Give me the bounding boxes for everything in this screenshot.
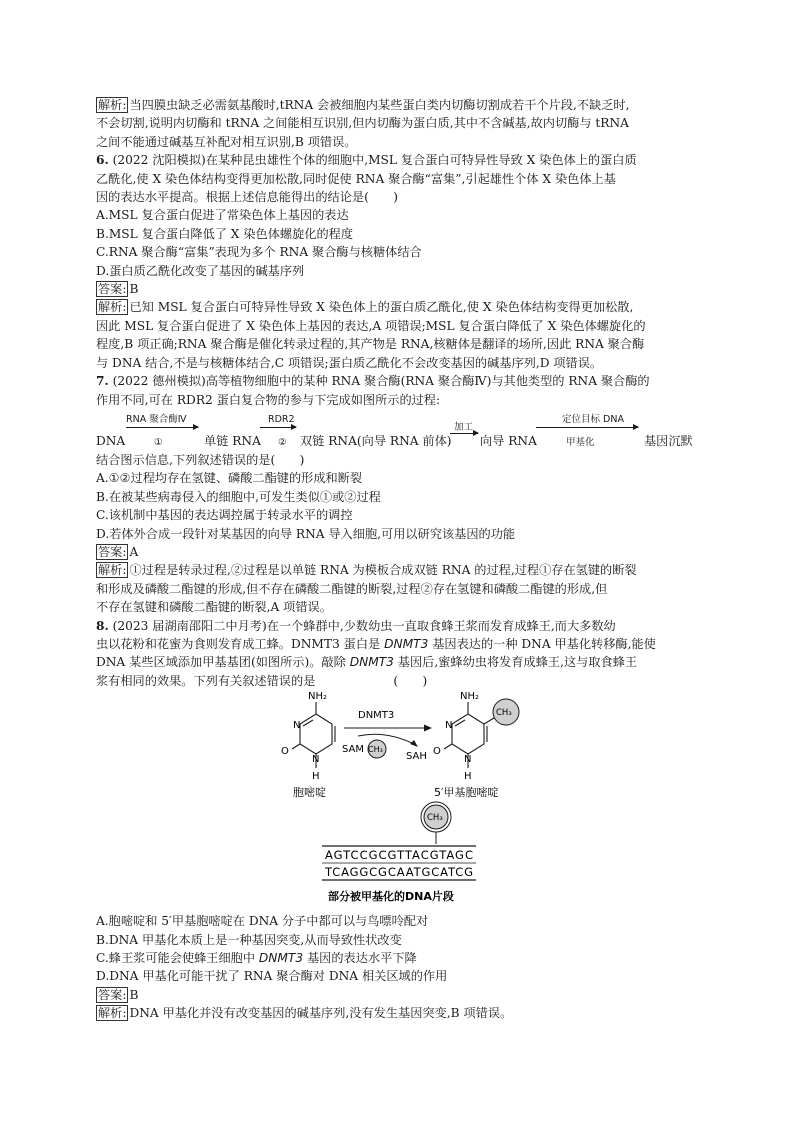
- answer-tag: 答案:: [98, 987, 127, 1002]
- page-content: [96, 96, 706, 1023]
- flow-node-double-rna: 双链 RNA(向导 RNA 前体): [300, 433, 452, 448]
- q6-analysis-line-3: 程度,B 项正确;RNA 聚合酶是催化转录过程的,其产物是 RNA,核糖体是翻译的场所,因此 RNA 聚合酶: [96, 337, 645, 352]
- q6-analysis-line-4: 与 DNA 结合,不是与核糖体结合,C 项错误;蛋白质乙酰化不会改变基因的碱基序列,D 项错误。: [96, 355, 603, 370]
- flow-arrow-label-3: 加工: [454, 421, 474, 433]
- cytosine-name: 胞嘧啶: [293, 786, 326, 800]
- ring-nitrogen-label: N: [293, 720, 301, 732]
- flow-arrow-label-2: RDR2: [268, 413, 295, 425]
- analysis-tag: 解析:: [98, 300, 127, 315]
- cofactor-arrowhead: [410, 740, 418, 747]
- q7-analysis-line-2: 和形成及磷酸二酯键的形成,但不存在磷酸二酯键的断裂,过程②存在氢键和磷酸二酯键的形成,但: [96, 581, 608, 596]
- q6-option-a: A.MSL 复合蛋白促进了常染色体上基因的表达: [96, 208, 349, 223]
- q6-analysis-line-2: 因此 MSL 复合蛋白促进了 X 染色体上基因的表达,A 项错误;MSL 复合蛋白降低了 X 染色体螺旋化的: [96, 318, 646, 333]
- carbonyl-oxygen-label-right: O: [433, 746, 441, 758]
- process-flow-diagram: [96, 411, 706, 451]
- answer-tag: 答案:: [98, 282, 127, 297]
- answer-tag: 答案:: [98, 544, 127, 559]
- analysis-tag: 解析:: [98, 98, 127, 112]
- enzyme-label: DNMT3: [358, 710, 395, 722]
- q5-analysis-line-3: 之间不能通过碱基互补配对相互识别,B 项错误。: [96, 134, 357, 149]
- q6-analysis-line-1: 解析: 已知 MSL 复合蛋白可特异性导致 X 染色体上的蛋白质乙酰化,使 X 染色体结构变得更加松散,: [98, 300, 634, 315]
- question-number: 8.: [96, 618, 109, 633]
- q8-analysis-line-1: 解析: DNA 甲基化并没有改变基因的碱基序列,没有发生基因突变,B 项错误。: [98, 1006, 513, 1021]
- flow-arrow-4: [536, 427, 638, 428]
- methylcytosine-name: 5′甲基胞嘧啶: [434, 786, 499, 800]
- ring-nitrogen-label-right-2: N: [464, 754, 472, 766]
- methylation-reaction-svg: [96, 690, 706, 800]
- q7-option-a: A.①②过程均存在氢键、磷酸二酯键的形成和断裂: [96, 471, 363, 486]
- flow-arrow-2: [260, 427, 296, 428]
- flow-node-guide-rna: 向导 RNA: [480, 433, 537, 448]
- hydrogen-label-right: H: [464, 771, 472, 783]
- q7-stem-line-3: 结合图示信息,下列叙述错误的是( ): [96, 452, 305, 467]
- q8-stem-line-4: 浆有相同的效果。下列有关叙述错误的是 ( ): [96, 673, 428, 688]
- q5-analysis-line-1: 解析: 当四膜虫缺乏必需氨基酸时,tRNA 会被细胞内某些蛋白类内切酶切割成若干个片段,不缺乏时,: [98, 98, 630, 112]
- q7-stem-line-1: 7. (2022 德州模拟)高等植物细胞中的某种 RNA 聚合酶(RNA 聚合酶Ⅳ)与其他类型的 RNA 聚合酶的: [96, 374, 650, 389]
- sah-label: SAH: [406, 751, 427, 763]
- sam-label: SAM: [342, 744, 365, 756]
- q7-option-c: C.该机制中基因的表达调控属于转录水平的调控: [96, 508, 353, 523]
- dna-fragment-figure: [96, 800, 706, 912]
- methyl-label-right: CH₃: [496, 708, 512, 719]
- q5-analysis-line-2: 不会切割,说明内切酶和 tRNA 之间能相互识别,但内切酶为蛋白质,其中不含碱基,故内切酶与 tRNA: [96, 116, 629, 131]
- flow-node-dna: DNA: [96, 433, 126, 448]
- reaction-arrowhead: [424, 725, 432, 732]
- q6-stem-line-3: 因的表达水平提高。根据上述信息能得出的结论是( ): [96, 190, 399, 205]
- dna-strand-bottom: TCAGGCGCAATGCATCG: [325, 865, 473, 880]
- q7-answer: 答案: A: [98, 544, 139, 559]
- q7-analysis-line-3: 不存在氢键和磷酸二酯键的断裂,A 项错误。: [96, 600, 332, 615]
- q7-analysis-line-1: 解析: ①过程是转录过程,②过程是以单链 RNA 为模板合成双链 RNA 的过程,过程①存在氢键的断裂: [98, 563, 637, 578]
- methyl-label-sam: CH₃: [368, 745, 383, 755]
- flow-arrow-3: [450, 433, 478, 434]
- analysis-tag: 解析:: [98, 563, 127, 578]
- carbonyl-oxygen-label: O: [281, 746, 289, 758]
- question-number: 7.: [96, 374, 109, 389]
- q8-option-a: A.胞嘧啶和 5′甲基胞嘧啶在 DNA 分子中都可以与鸟嘌呤配对: [96, 914, 429, 929]
- q8-stem-line-1: 8. (2023 届湖南邵阳二中月考)在一个蜂群中,少数幼虫一直取食蜂王浆而发育成蜂王,而大多数幼: [96, 618, 616, 633]
- q6-stem-line-1: 6. (2022 沈阳模拟)在某种昆虫雄性个体的细胞中,MSL 复合蛋白可特异性导致 X 染色体上的蛋白质: [96, 153, 637, 168]
- flow-node-gene-silencing: 基因沉默: [644, 433, 693, 448]
- q8-answer: 答案: B: [98, 987, 139, 1002]
- amino-group-label-right: NH₂: [460, 691, 480, 703]
- q6-option-b: B.MSL 复合蛋白降低了 X 染色体螺旋化的程度: [96, 226, 354, 241]
- flow-arrow-1: [126, 427, 198, 428]
- ring-nitrogen-label-2: N: [312, 754, 320, 766]
- flow-arrow-label-4-bottom: 甲基化: [566, 436, 595, 448]
- q6-option-c: C.RNA 聚合酶“富集”表现为多个 RNA 聚合酶与核糖体结合: [96, 245, 422, 260]
- dna-strand-top: AGTCCGCGTTACGTAGC: [325, 848, 473, 863]
- q7-stem-line-2: 作用不同,可在 RDR2 蛋白复合物的参与下完成如图所示的过程:: [96, 392, 441, 407]
- q6-option-d: D.蛋白质乙酰化改变了基因的碱基序列: [96, 263, 305, 278]
- cofactor-curve: [358, 734, 414, 744]
- flow-arrow-label-1: RNA 聚合酶Ⅳ: [126, 413, 187, 425]
- ring-nitrogen-label-right: N: [445, 720, 453, 732]
- q8-stem-line-3: DNA 某些区域添加甲基基团(如图所示)。敲除 DNMT3 基因后,蜜蜂幼虫将发育成蜂王,这与取食蜂王: [96, 655, 638, 670]
- q8-option-c: C.蜂王浆可能会使蜂王细胞中 DNMT3 基因的表达水平下降: [96, 951, 417, 965]
- flow-arrow-label-4-top: 定位目标 DNA: [562, 413, 624, 425]
- q7-option-d: D.若体外合成一段针对某基因的向导 RNA 导入细胞,可用以研究该基因的功能: [96, 526, 516, 541]
- q8-stem-line-2: 虫以花粉和花蜜为食则发育成工蜂。DNMT3 蛋白是 DNMT3 基因表达的一种 DNA 甲基化转移酶,能使: [96, 636, 656, 651]
- hydrogen-label: H: [312, 771, 320, 783]
- q8-option-d: D.DNA 甲基化可能干扰了 RNA 聚合酶对 DNA 相关区域的作用: [96, 969, 448, 984]
- question-number: 6.: [96, 153, 109, 168]
- flow-step-1: ①: [154, 436, 163, 448]
- q6-answer: 答案: B: [98, 282, 139, 297]
- methyl-label-dna: CH₃: [427, 813, 443, 824]
- q6-stem-line-2: 乙酰化,使 X 染色体结构变得更加松散,同时促使 RNA 聚合酶“富集”,引起雄性个体 X 染色体上基: [96, 171, 616, 186]
- dna-fragment-caption: 部分被甲基化的DNA片段: [328, 890, 454, 904]
- methylation-reaction-figure: [96, 690, 706, 800]
- flow-node-single-rna: 单链 RNA: [204, 433, 261, 448]
- amino-group-label: NH₂: [308, 691, 328, 703]
- q7-option-b: B.在被某些病毒侵入的细胞中,可发生类似①或②过程: [96, 489, 381, 504]
- flow-step-2: ②: [278, 436, 287, 448]
- q8-option-b: B.DNA 甲基化本质上是一种基因突变,从而导致性状改变: [96, 932, 402, 947]
- analysis-tag: 解析:: [98, 1006, 127, 1021]
- dna-fragment-svg: [96, 800, 706, 912]
